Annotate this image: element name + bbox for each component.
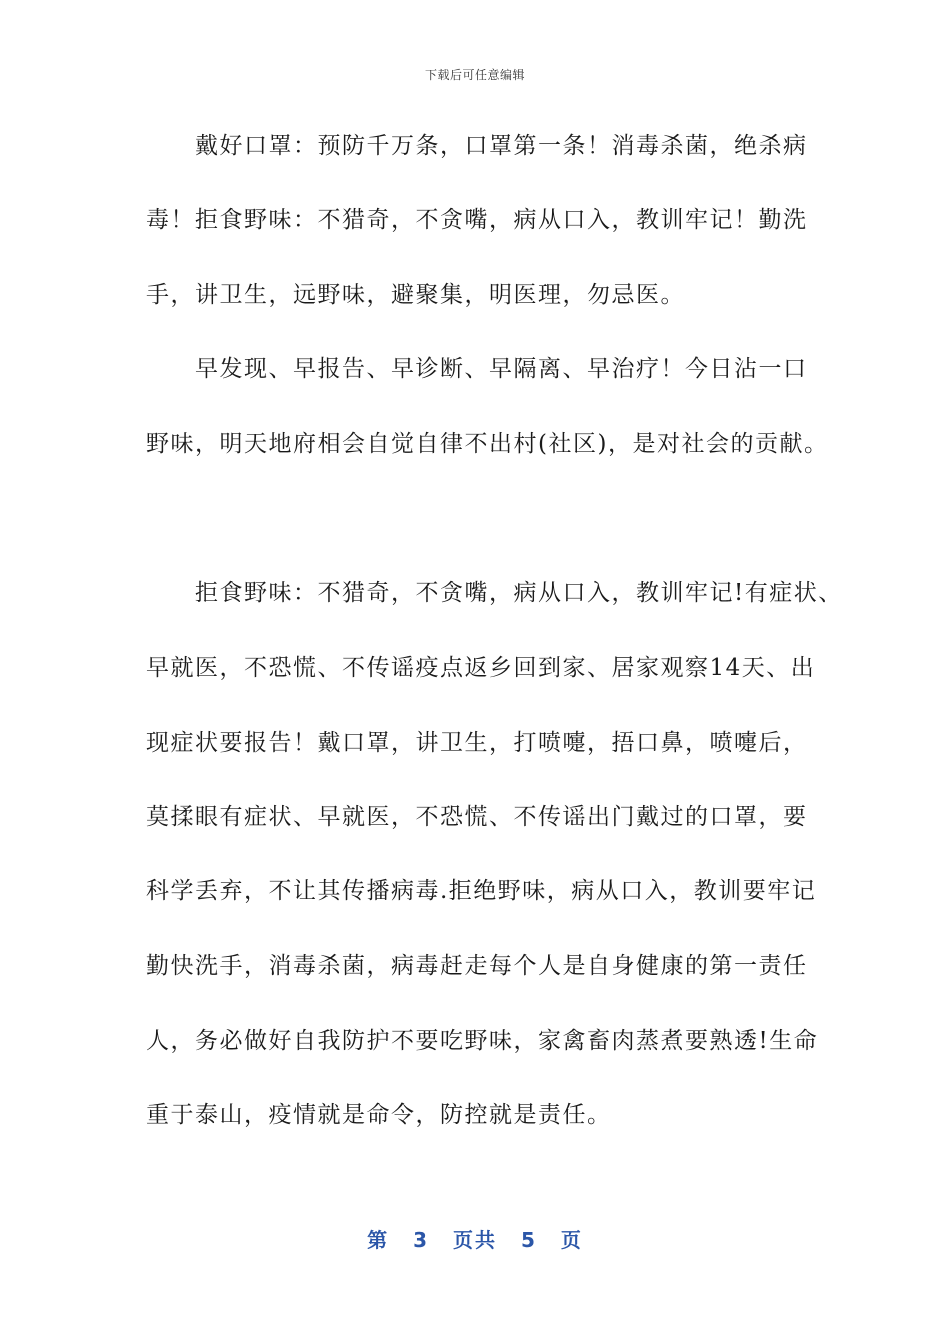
page-footer <box>0 1224 950 1253</box>
footer-middle: 页共 <box>453 1228 497 1252</box>
total-page-number: 5 <box>521 1228 537 1252</box>
text-line: 早发现、早报告、早诊断、早隔离、早治疗！今日沾一口 <box>146 356 808 382</box>
current-page-number: 3 <box>413 1228 429 1252</box>
text-line: 莫揉眼有症状、早就医，不恐慌、不传谣出门戴过的口罩，要 <box>146 804 808 830</box>
text-line: 拒食野味：不猎奇，不贪嘴，病从口入，教训牢记!有症状、 <box>146 580 843 606</box>
text-line: 科学丢弃，不让其传播病毒.拒绝野味，病从口入，教训要牢记 <box>146 878 817 904</box>
text-line: 戴好口罩：预防千万条，口罩第一条！消毒杀菌，绝杀病 <box>146 133 808 159</box>
text-line: 重于泰山，疫情就是命令，防控就是责任。 <box>146 1102 612 1128</box>
text-line: 早就医，不恐慌、不传谣疫点返乡回到家、居家观察14天、出 <box>146 655 816 681</box>
footer-prefix: 第 <box>367 1228 390 1252</box>
text-line: 勤快洗手，消毒杀菌，病毒赶走每个人是自身健康的第一责任 <box>146 953 808 979</box>
text-line: 现症状要报告！戴口罩，讲卫生，打喷嚏，捂口鼻，喷嚏后， <box>146 730 808 756</box>
text-line: 人，务必做好自我防护不要吃野味，家禽畜肉蒸煮要熟透!生命 <box>146 1028 819 1054</box>
text-line: 野味，明天地府相会自觉自律不出村(社区)，是对社会的贡献。 <box>146 431 829 457</box>
footer-suffix: 页 <box>560 1228 583 1252</box>
text-line: 手，讲卫生，远野味，避聚集，明医理，勿忌医。 <box>146 282 685 308</box>
header-note: 下载后可任意编辑 <box>424 68 525 82</box>
text-line: 毒！拒食野味：不猎奇，不贪嘴，病从口入，教训牢记！勤洗 <box>146 207 808 233</box>
